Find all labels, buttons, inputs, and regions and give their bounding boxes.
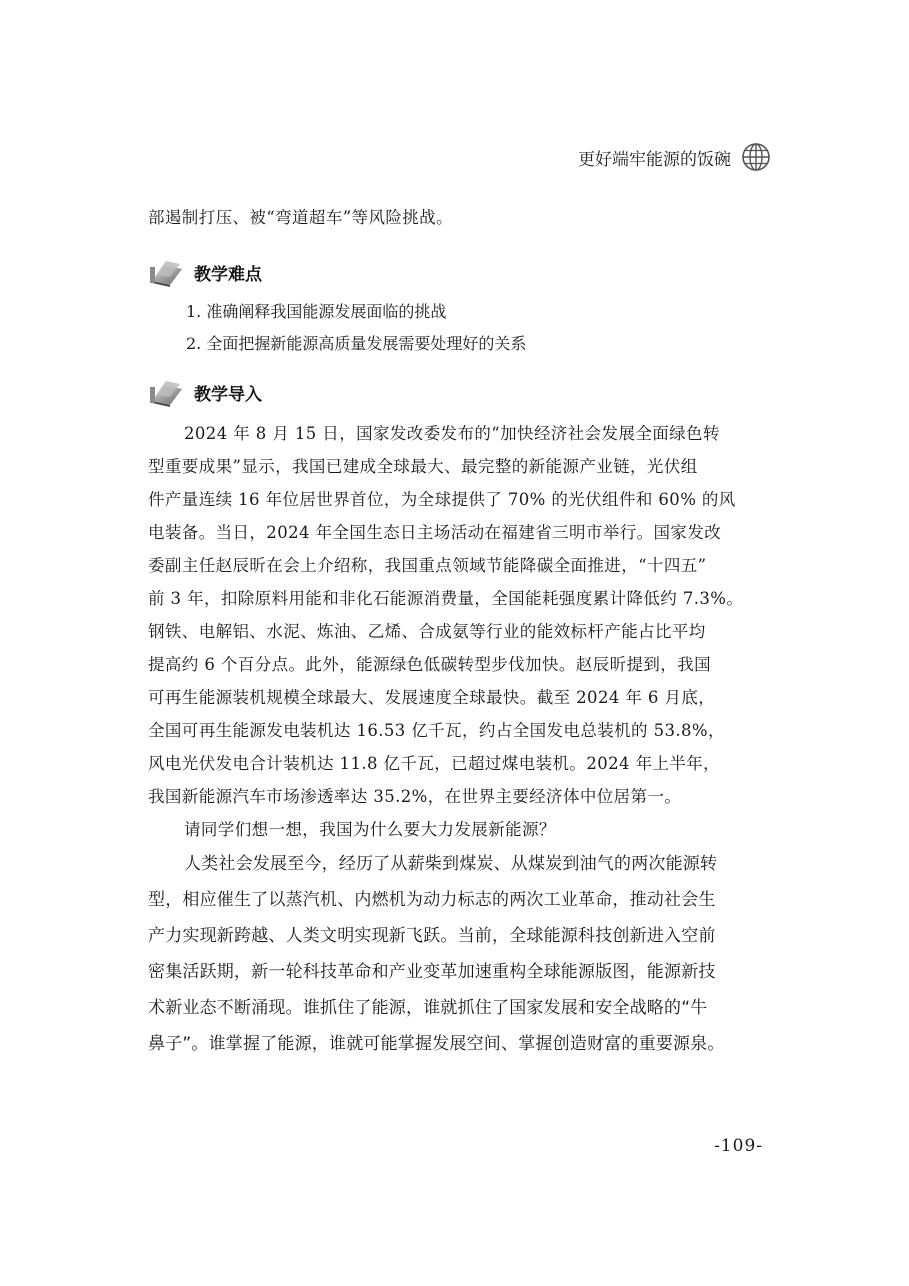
list-item: 1. 准确阐释我国能源发展面临的挑战: [186, 302, 447, 321]
list-item: 2. 全面把握新能源高质量发展需要处理好的关系: [186, 334, 527, 353]
book-stack-icon: [148, 257, 186, 287]
paragraph-line: 我国新能源汽车市场渗透率达 35.2%，在世界主要经济体中位居第一。: [148, 787, 682, 806]
section-title: 教学导入: [194, 384, 262, 405]
book-stack-icon: [148, 377, 186, 407]
globe-icon: [741, 142, 771, 172]
paragraph-line: 委副主任赵辰昕在会上介绍称，我国重点领域节能降碳全面推进，“十四五”: [148, 556, 707, 575]
question-line: 请同学们想一想，我国为什么要大力发展新能源？: [184, 820, 556, 839]
paragraph-line: 钢铁、电解铝、水泥、炼油、乙烯、合成氨等行业的能效标杆产能占比平均: [148, 622, 706, 641]
paragraph-line: 可再生能源装机规模全球最大、发展速度全球最快。截至 2024 年 6 月底，: [148, 688, 716, 707]
paragraph-line: 人类社会发展至今，经历了从薪柴到煤炭、从煤炭到油气的两次能源转: [184, 854, 718, 874]
page-number: -109-: [714, 1136, 763, 1156]
paragraph-line: 提高约 6 个百分点。此外，能源绿色低碳转型步伐加快。赵辰昕提到，我国: [148, 655, 711, 674]
paragraph-line: 电装备。当日，2024 年全国生态日主场活动在福建省三明市举行。国家发改: [148, 523, 722, 542]
paragraph-line: 鼻子”。谁掌握了能源，谁就可能掌握发展空间、掌握创造财富的重要源泉。: [148, 1034, 725, 1054]
continuation-paragraph: [148, 201, 766, 234]
paragraph-line: 型重要成果”显示，我国已建成全球最大、最完整的新能源产业链，光伏组: [148, 457, 698, 476]
running-header: [578, 142, 771, 172]
paragraph-line: 产力实现新跨越、人类文明实现新飞跃。当前，全球能源科技创新进入空前: [148, 926, 716, 946]
paragraph-line: 风电光伏发电合计装机达 11.8 亿千瓦，已超过煤电装机。2024 年上半年，: [148, 754, 721, 773]
main-paragraph: [148, 846, 766, 1062]
intro-paragraph: [148, 417, 766, 846]
paragraph-line: 术新业态不断涌现。谁抓住了能源，谁就抓住了国家发展和安全战略的“牛: [148, 998, 708, 1018]
section-heading: [148, 372, 766, 412]
running-header-title: 更好端牢能源的饭碗: [578, 149, 731, 170]
paragraph-line: 密集活跃期，新一轮科技革命和产业变革加速重构全球能源版图，能源新技: [148, 962, 716, 982]
continuation-line: 部遏制打压、被“弯道超车”等风险挑战。: [148, 208, 453, 227]
section-teaching-difficulties: [148, 252, 766, 360]
paragraph-line: 型，相应催生了以蒸汽机、内燃机为动力标志的两次工业革命，推动社会生: [148, 890, 716, 910]
section-teaching-intro: [148, 372, 766, 412]
paragraph-line: 2024 年 8 月 15 日，国家发改委发布的“加快经济社会发展全面绿色转: [184, 424, 720, 443]
section-title: 教学难点: [194, 264, 262, 285]
paragraph-line: 全国可再生能源发电装机达 16.53 亿千瓦，约占全国发电总装机的 53.8%，: [148, 721, 725, 740]
paragraph-line: 前 3 年，扣除原料用能和非化石能源消费量，全国能耗强度累计降低约 7.3%。: [148, 589, 744, 608]
paragraph-line: 件产量连续 16 年位居世界首位，为全球提供了 70% 的光伏组件和 60% 的风: [148, 490, 736, 509]
section-heading: [148, 252, 766, 292]
